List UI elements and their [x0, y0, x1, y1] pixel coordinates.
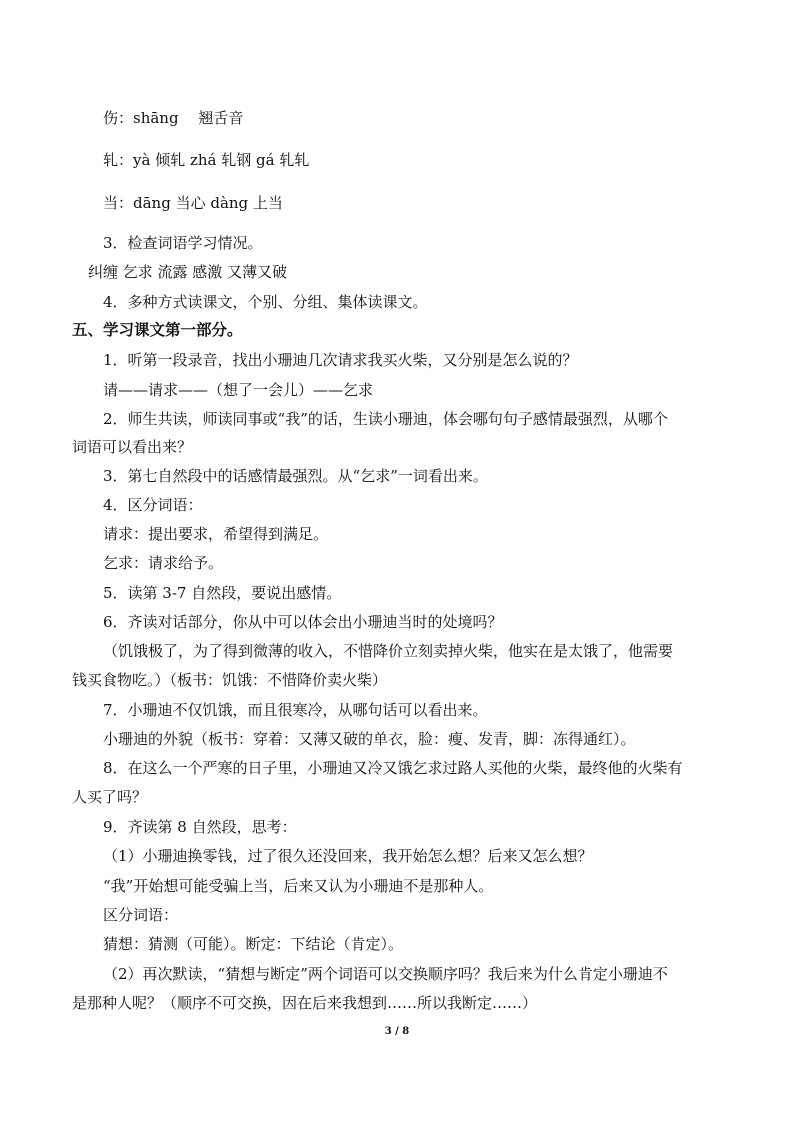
item-9-answer-1: “我”开始想可能受骗上当，后来又认为小珊迪不是那种人。	[103, 877, 494, 895]
item-2-line-2: 词语可以看出来？	[72, 438, 193, 456]
item-3: 3．第七自然段中的话感情最强烈。从“乞求”一词看出来。	[103, 467, 488, 485]
item-6-answer-line-1: （饥饿极了，为了得到微薄的收入，不惜降价立刻卖掉火柴，他实在是太饿了，他需要	[103, 642, 674, 660]
definition-qingqiu: 请求：提出要求，希望得到满足。	[103, 525, 329, 543]
item-5: 5．读第 3-7 自然段，要说出感情。	[103, 584, 342, 602]
definition-caixiang-duanding: 猜想：猜测（可能）。断定：下结论（肯定）。	[103, 935, 404, 953]
section-heading-5: 五、学习课文第一部分。	[72, 320, 243, 339]
distinguish-words-label: 区分词语：	[103, 906, 179, 924]
item-9-question-2-line-2: 是那种人呢？（顺序不可交换，因在后来我想到……所以我断定……）	[72, 994, 538, 1012]
pinyin-line-shang: 伤：shāng 翘舌音	[103, 109, 244, 127]
item-1-answer: 请——请求——（想了一会儿）——乞求	[103, 381, 374, 399]
item-9-question-2-line-1: （2）再次默读，“猜想与断定”两个词语可以交换顺序吗？我后来为什么肯定小珊迪不	[103, 965, 668, 983]
step-4: 4．多种方式读课文，个别、分组、集体读课文。	[103, 293, 428, 311]
vocabulary-list: 纠缠 乞求 流露 感激 又薄又破	[88, 263, 288, 281]
page-number: 3 / 8	[384, 1026, 410, 1037]
item-8-line-2: 人买了吗？	[72, 788, 148, 806]
definition-qiqiu: 乞求：请求给予。	[103, 554, 224, 572]
item-9: 9．齐读第 8 自然段，思考：	[103, 818, 297, 836]
item-7: 7．小珊迪不仅饥饿，而且很寒冷，从哪句话可以看出来。	[103, 701, 488, 719]
item-9-question-1: （1）小珊迪换零钱，过了很久还没回来，我开始怎么想？后来又怎么想？	[103, 847, 593, 865]
item-8-line-1: 8．在这么一个严寒的日子里，小珊迪又冷又饿乞求过路人买他的火柴，最终他的火柴有	[103, 759, 683, 777]
item-6-answer-line-2: 钱买食物吃。）（板书：饥饿：不惜降价卖火柴）	[72, 671, 388, 689]
step-3: 3．检查词语学习情况。	[103, 234, 263, 252]
item-4: 4．区分词语：	[103, 496, 203, 514]
pinyin-line-ya: 轧：yà 倾轧 zhá 轧钢 gá 轧轧	[103, 151, 310, 169]
pinyin-line-dang: 当：dāng 当心 dàng 上当	[103, 194, 283, 212]
item-6: 6．齐读对话部分，你从中可以体会出小珊迪当时的处境吗？	[103, 613, 503, 631]
item-7-answer: 小珊迪的外貌（板书：穿着：又薄又破的单衣，脸：瘦、发青，脚：冻得通红）。	[103, 730, 636, 748]
item-1: 1．听第一段录音，找出小珊迪几次请求我买火柴，又分别是怎么说的？	[103, 351, 578, 369]
item-2-line-1: 2．师生共读，师读同事或“我”的话，生读小珊迪，体会哪句句子感情最强烈，从哪个	[103, 410, 668, 428]
